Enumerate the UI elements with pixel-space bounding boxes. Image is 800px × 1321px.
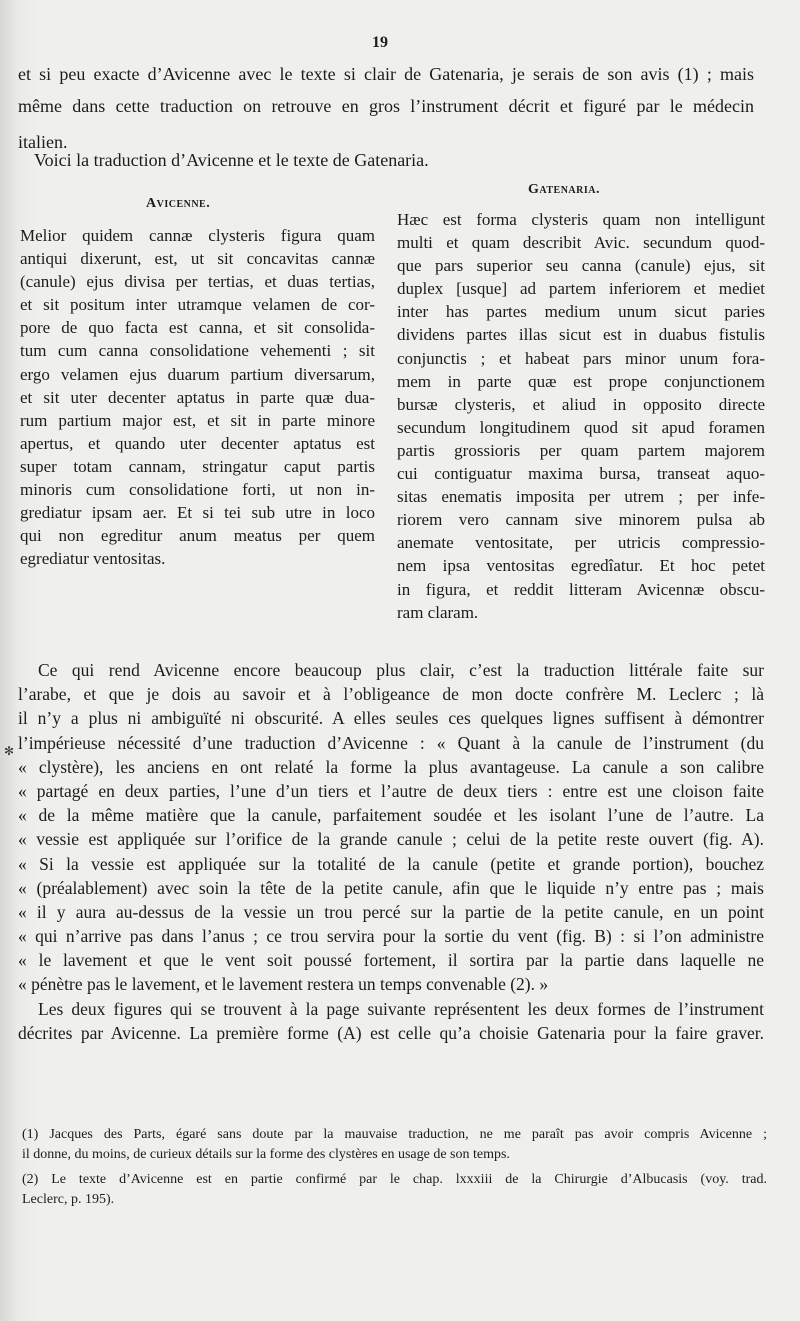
- body-line: « qui n’arrive pas dans l’anus ; ce trou servira pour la sortie du vent (fig. B) : si l’on administre: [18, 926, 764, 947]
- intro-line-2: même dans cette traduction on retrouve en gros l’instrument décrit et figuré par le médecin: [18, 96, 754, 116]
- left-line: et sit uter decenter aptatus in parte quæ dua-: [20, 387, 375, 407]
- body-line: Ce qui rend Avicenne encore beaucoup plus clair, c’est la traduction littérale faite sur: [38, 660, 764, 680]
- body-line: « vessie est appliquée sur l’orifice de la grande canule ; celui de la petite reste ouvert (fig. A).: [18, 829, 764, 850]
- right-column-heading: Gatenaria.: [528, 182, 600, 197]
- left-line: ergo velamen ejus duarum partium diversarum,: [20, 364, 375, 384]
- left-line: Melior quidem cannæ clysteris figura quam: [20, 226, 375, 245]
- left-line: antiqui dixerunt, est, ut sit concavitas cannæ: [20, 249, 375, 269]
- body-line: « clystère), les anciens en ont relaté la forme la plus avantageuse. La canule a son calibre: [18, 756, 764, 777]
- margin-mark: ✻: [4, 744, 15, 758]
- right-column-text: [397, 208, 765, 624]
- footnote-line: Leclerc, p. 195).: [22, 1191, 115, 1207]
- body-line: « il y aura au-dessus de la vessie un trou percé sur la partie de la petite canule, en un point: [18, 901, 764, 922]
- left-line: egrediatur ventositas.: [20, 549, 166, 569]
- body-line: Les deux figures qui se trouvent à la page suivante représentent les deux formes de l’instrument: [38, 998, 764, 1019]
- right-line: partis grossioris per quam partem majorem: [397, 440, 765, 460]
- body-line: l’impérieuse nécessité d’une traduction d’Avicenne : « Quant à la canule de l’instrument (du: [18, 732, 764, 753]
- right-line: sitas enematis imposita per utrem ; per infe-: [397, 487, 765, 507]
- left-column-heading: Avicenne.: [146, 196, 211, 211]
- right-line: bursæ clysteris, et aliud in opposito directe: [397, 394, 765, 414]
- right-line: duplex [usque] ad partem inferiorem et mediet: [397, 279, 765, 299]
- footnote-line: (1) Jacques des Parts, égaré sans doute par la mauvaise traduction, ne me paraît pas avoir compris Avicenne ;: [22, 1127, 767, 1142]
- footnote-line: (2) Le texte d’Avicenne est en partie confirmé par le chap. lxxxiii de la Chirurgie d’Albucasis (voy. trad.: [22, 1172, 767, 1187]
- right-line: dividens partes illas sicut est in duabus fistulis: [397, 325, 765, 345]
- footnote-line: il donne, du moins, de curieux détails sur la forme des clystères en usage de son temps.: [22, 1146, 510, 1162]
- body-line: « pénètre pas le lavement, et le lavement restera un temps convenable (2). »: [18, 974, 549, 995]
- body-line: « de la même matière que la canule, parfaitement soudée et les isolant l’une de l’autre. La: [18, 805, 764, 826]
- right-line: inter has partes medium unum sicut paries: [397, 302, 765, 322]
- body-line: « partagé en deux parties, l’une d’un tiers et l’autre de deux tiers : entre est une cloison faite: [18, 780, 764, 801]
- body-line: « le lavement et que le vent soit poussé fortement, il sortira par la partie dans laquelle ne: [18, 950, 764, 971]
- left-line: qui non egreditur anum meatus per quem: [20, 526, 375, 546]
- footnotes: [22, 1125, 767, 1209]
- left-line: super totam cannam, stringatur caput partis: [20, 456, 375, 476]
- left-line: minoris cum consolidatione forti, ut non in-: [20, 480, 375, 500]
- body-text: [18, 658, 764, 1045]
- right-line: multi et quam describit Avic. secundum quod-: [397, 233, 765, 253]
- intro-line-4: Voici la traduction d’Avicenne et le texte de Gatenaria.: [34, 150, 429, 170]
- left-column-text: [20, 224, 375, 570]
- right-line: mem in parte quæ est prope conjunctionem: [397, 371, 765, 391]
- right-line: in figura, et reddit litteram Avicennæ obscu-: [397, 579, 765, 599]
- left-line: apertus, et quando uter decenter aptatus est: [20, 433, 375, 453]
- body-line: « (préalablement) avec soin la tête de la petite canule, afin que le liquide n’y entre pas ; mais: [18, 877, 764, 898]
- right-line: Hæc est forma clysteris quam non intelligunt: [397, 210, 765, 229]
- left-line: tum cum canna consolidatione vehementi ; sit: [20, 341, 375, 361]
- body-line: « Si la vessie est appliquée sur la totalité de la canule (petite et grande portion), bouchez: [18, 853, 764, 874]
- right-line: secundum longitudinem quod sit apud foramen: [397, 417, 765, 437]
- page-number: 19: [372, 34, 388, 51]
- right-line: cui contiguatur maxima bursa, transeat aquo-: [397, 464, 765, 484]
- right-line: conjunctis ; et habeat pars minor unum fora-: [397, 348, 765, 368]
- right-line: riorem vero cannam sive minorem pulsa ab: [397, 510, 765, 530]
- intro-line-3: italien.: [18, 132, 68, 152]
- right-line: nem ipsa ventositas egredîatur. Et hoc petet: [397, 556, 765, 576]
- right-line: que pars superior seu canna (canule) ejus, sit: [397, 256, 765, 276]
- left-line: (canule) ejus divisa per tertias, et duas tertias,: [20, 272, 375, 292]
- intro-line-1: et si peu exacte d’Avicenne avec le texte si clair de Gatenaria, je serais de son avis (1) ; mais: [18, 64, 754, 84]
- left-line: et sit positum inter utramque velamen de cor-: [20, 295, 375, 315]
- left-line: pore de quo facta est canna, et sit consolida-: [20, 318, 375, 338]
- right-line: ram claram.: [397, 602, 479, 622]
- body-line: il n’y a plus ni ambiguïté ni obscurité. A elles seules ces quelques lignes suffisent à démontrer: [18, 708, 764, 729]
- right-line: anemate ventositate, per utricis compressio-: [397, 533, 765, 553]
- left-line: grediatur ipsam aer. Et si tei sub utre in loco: [20, 503, 375, 523]
- body-line: l’arabe, et que je dois au savoir et à l’obligeance de mon docte confrère M. Leclerc ; là: [18, 684, 764, 705]
- body-line: décrites par Avicenne. La première forme (A) est celle qu’a choisie Gatenaria pour la faire graver.: [18, 1022, 764, 1043]
- left-line: rum partium major est, et sit in parte minore: [20, 410, 375, 430]
